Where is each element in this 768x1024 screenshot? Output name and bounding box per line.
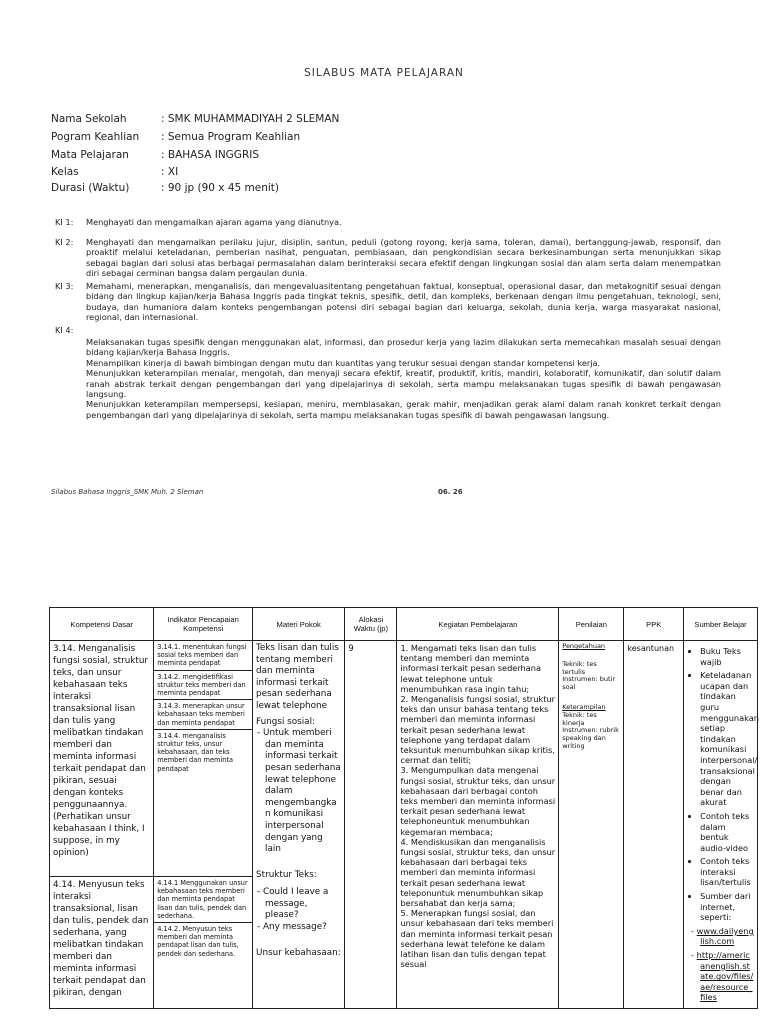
identity-label: Durasi (Waktu) <box>51 182 130 194</box>
table-header-row <box>50 608 758 641</box>
ki-text: Menghayati dan mengamalkan perilaku jujur, disiplin, santun, peduli (gotong royong, kerja sama, toleran, damai), bertanggung-jawab, responsif, dan proaktif melalui keteladanan, pemberian nasihat, penguatan, pembiasaan, dan pengkondisian secara berkesinambungan serta menunjukkan sikap sebagai bagian dari solusi atas berbagai permasalahan dalam berinteraksi secara efektif dengan lingkungan sosial dan alam serta dalam menempatkan diri sebagai cerminan bangsa dalam pergaulan dunia. <box>86 237 721 279</box>
indikator-item: 3.14.3. menerapkan unsur kebahasaan teks memberi dan meminta pendapat <box>154 700 252 730</box>
indikator-item: 4.14.2. Menyusun teks memberi dan meminta pendapat lisan dan tulis, pendek dan sederhana. <box>157 925 239 958</box>
ki-label: KI 1: <box>55 217 74 227</box>
ki-4-body <box>55 337 721 420</box>
link-dailyenglish[interactable]: www.dailyenglish.com <box>696 925 754 947</box>
indikator-3-14 <box>154 641 253 877</box>
kegiatan-item: 3. Mengumpulkan data mengenai fungsi sosial, struktur teks, dan unsur kebahasaan dari berbagai contoh teks memberi dan meminta informasi terkait pesan sederhana lewat telephoneuntuk menumbuhkan kegemaran membaca; <box>400 765 556 837</box>
alokasi-waktu: 9 <box>345 641 397 1009</box>
identity-value: : BAHASA INGGRIS <box>161 149 260 161</box>
syllabus-table <box>49 607 758 1009</box>
sumber-belajar <box>684 641 758 1009</box>
identity-value: : SMK MUHAMMADIYAH 2 SLEMAN <box>161 113 340 125</box>
kegiatan-item: 4. Mendiskusikan dan menganalisis fungsi sosial, struktur teks, dan unsur kebahasaan dari berbagai teks memberi dan meminta informasi terkait pesan sederhana lewat teleponuntuk menumbuhkan sikap bersahabat dan kerja sama; <box>400 836 556 909</box>
header-ppk: PPK <box>624 608 684 641</box>
pengetahuan-label: Pengetahuan <box>562 642 606 650</box>
kd-4-14: 4.14. Menyusun teks interaksi transaksional, lisan dan tulis, pendek dan sederhana, yang melibatkan tindakan memberi dan meminta informasi terkait pendapat dan pikiran, dengan <box>50 877 154 1009</box>
identity-label: Pogram Keahlian <box>51 131 140 143</box>
materi-intro: Teks lisan dan tulis tentang memberi dan meminta informasi terkait pesan sederhana lewat telephone <box>256 643 339 711</box>
kegiatan-pembelajaran <box>397 641 559 1009</box>
indikator-item: 4.14.1 Menggunakan unsur kebahasaan teks memberi dan meminta pendapat lisan dan tulis, pendek dan sederhana. <box>154 877 252 923</box>
header-materi-pokok: Materi Pokok <box>253 608 345 641</box>
indikator-item: 3.14.2. mengidetifikasi struktur teks memberi dan meminta pendapat <box>154 671 252 701</box>
keterampilan-label: Keterampilan <box>562 702 606 711</box>
fungsi-sosial-item: - Untuk memberi dan meminta informasi terkait pesan sederhana lewat telephone dalam mengembangka n komunikasi interpersonal dengan yang lain <box>257 728 341 855</box>
header-alokasi-waktu: Alokasi Waktu (jp) <box>345 608 397 641</box>
struktur-teks-label: Struktur Teks: <box>256 869 317 880</box>
ki4-paragraph: Menampilkan kinerja di bawah bimbingan dengan mutu dan kuantitas yang terukur sesuai dengan standar kompetensi kerja. <box>86 357 601 368</box>
ki-text: Memahami, menerapkan, menganalisis, dan mengevaluasitentang pengetahuan faktual, konseptual, operasional dasar, dan metakognitif sesuai dengan bidang dan lingkup kajian/kerja Bahasa Inggris pada tingkat teknis, spesifik, detil, dan kompleks, berkenaan dengan ilmu pengetahuan, teknologi, seni, budaya, dan humaniora dalam konteks pengembangan potensi diri sebagai bagian dari keluarga, sekolah, dunia kerja, warga masyarakat nasional, regional, dan internasional. <box>86 281 721 323</box>
header-penilaian: Penilaian <box>559 608 624 641</box>
ki4-paragraph: Menunjukkan keterampilan mempersepsi, kesiapan, meniru, membiasakan, gerak mahir, menjadikan gerak alami dalam ranah konkret terkait dengan pengembangan dari yang dipelajarinya di sekolah, serta mampu melaksanakan tugas spesifik di bawah pengawasan langsung. <box>86 399 721 420</box>
identity-label: Nama Sekolah <box>51 113 127 125</box>
footer-page: 06. 26 <box>438 488 463 496</box>
sumber-link[interactable]: - www.dailyenglish.com <box>691 925 754 947</box>
header-indikator: Indikator Pencapaian Kompetensi <box>154 608 253 641</box>
materi-pokok <box>253 641 345 1009</box>
pengetahuan-detail: Teknik: tes tertulis Instrumen: butir soal <box>562 659 615 692</box>
header-kegiatan: Kegiatan Pembelajaran <box>397 608 559 641</box>
ki-label: KI 2: <box>55 237 74 247</box>
identity-value: : Semua Program Keahlian <box>161 131 301 143</box>
link-americanenglish[interactable]: http://americanenglish.state.gov/files/ae/resource_files <box>696 950 754 1003</box>
ki-text: Menghayati dan mengamalkan ajaran agama yang dianutnya. <box>86 217 342 227</box>
penilaian <box>559 641 624 1009</box>
identity-label: Kelas <box>51 166 79 178</box>
fungsi-sosial-label: Fungsi sosial: <box>256 716 315 727</box>
footer-left: Silabus Bahasa Inggris_SMK Muh. 2 Sleman <box>51 488 204 496</box>
kegiatan-item: 5. Menerapkan fungsi sosial, dan unsur kebahasaan dari teks memberi dan meminta informasi terkait pesan sederhana lewat telefone ke dalam latihan lisan dan tulis dengan tepat sesuai <box>400 908 554 970</box>
sumber-item: • Keteladanan ucapan dan tindakan guru menggunakan setiap tindakan komunikasi interpersonal/ transaksional dengan benar dan akurat <box>700 670 754 808</box>
indikator-item: 3.14.1. menentukan fungsi sosial teks memberi dan meminta pendapat <box>154 641 252 671</box>
ki4-paragraph: Menunjukkan keterampilan menalar, mengolah, dan menyaji secara efektif, kreatif, produktif, kritis, mandiri, kolaboratif, komunikatif, dan solutif dalam ranah abstrak terkait dengan pengembangan dari yang dipelajarinya di sekolah, serta mampu melaksanakan tugas spesifik di bawah pengawasan langsung. <box>86 368 721 400</box>
unsur-kebahasaan-label: Unsur kebahasaan: <box>256 947 341 958</box>
header-kompetensi-dasar: Kompetensi Dasar <box>50 608 154 641</box>
keterampilan-detail: Teknik: tes kinerja Instrumen: rubrik speaking dan writing <box>562 710 619 750</box>
header-sumber-belajar: Sumber Belajar <box>684 608 758 641</box>
ppk: kesantunan <box>624 641 684 1009</box>
indikator-4-14 <box>154 877 253 1009</box>
ki-label: KI 3: <box>55 281 74 291</box>
kd-3-14: 3.14. Menganalisis fungsi sosial, struktur teks, dan unsur kebahasaan teks interaksi transaksional lisan dan tulis yang melibatkan tindakan memberi dan meminta informasi terkait pendapat dan pikiran, sesuai dengan konteks penggunaannya. (Perhatikan unsur kebahasaan I think, I suppose, in my opinion) <box>50 641 154 877</box>
identity-label: Mata Pelajaran <box>51 149 129 161</box>
kegiatan-item: 1. Mengamati teks lisan dan tulis tentang memberi dan meminta informasi terkait pesan sederhana lewat telephone untuk menumbuhkan rasa ingin tahu; <box>400 643 541 694</box>
struktur-item: - Any message? <box>257 922 327 933</box>
identity-value: : 90 jp (90 x 45 menit) <box>161 182 280 194</box>
identity-value: : XI <box>161 166 179 178</box>
struktur-item: - Could I leave a message, please? <box>257 887 329 921</box>
kegiatan-item: 2. Menganalisis fungsi sosial, struktur teks dan unsur bahasa tentang teks memberi dan meminta informasi terkait pesan sederhana lewat telephone yang terdapat dalam teksuntuk menumbuhkan sikap kritis, cermat dan teliti; <box>400 694 555 766</box>
ki4-paragraph: Melaksanakan tugas spesifik dengan menggunakan alat, informasi, dan prosedur kerja yang lazim dilakukan serta memecahkan masalah sesuai dengan bidang kajian/kerja Bahasa Inggris. <box>86 337 721 358</box>
table-row <box>50 641 758 877</box>
sumber-item: • Contoh teks interaksi lisan/tertulis <box>700 856 754 888</box>
ki-label: KI 4: <box>55 325 74 335</box>
sumber-item: • Buku Teks wajib <box>700 646 754 667</box>
sumber-link[interactable]: - http://americanenglish.state.gov/files/ae/resource_files <box>691 950 754 1003</box>
sumber-item: • Sumber dari internet, seperti: <box>700 891 754 923</box>
indikator-item: 3.14.4. menganalisis struktur teks, unsur kebahasaan, dan teks memberi dan meminta pendapat <box>157 731 234 773</box>
page-title: SILABUS MATA PELAJARAN <box>304 67 464 79</box>
sumber-item: • Contoh teks dalam bentuk audio-video <box>700 811 754 853</box>
